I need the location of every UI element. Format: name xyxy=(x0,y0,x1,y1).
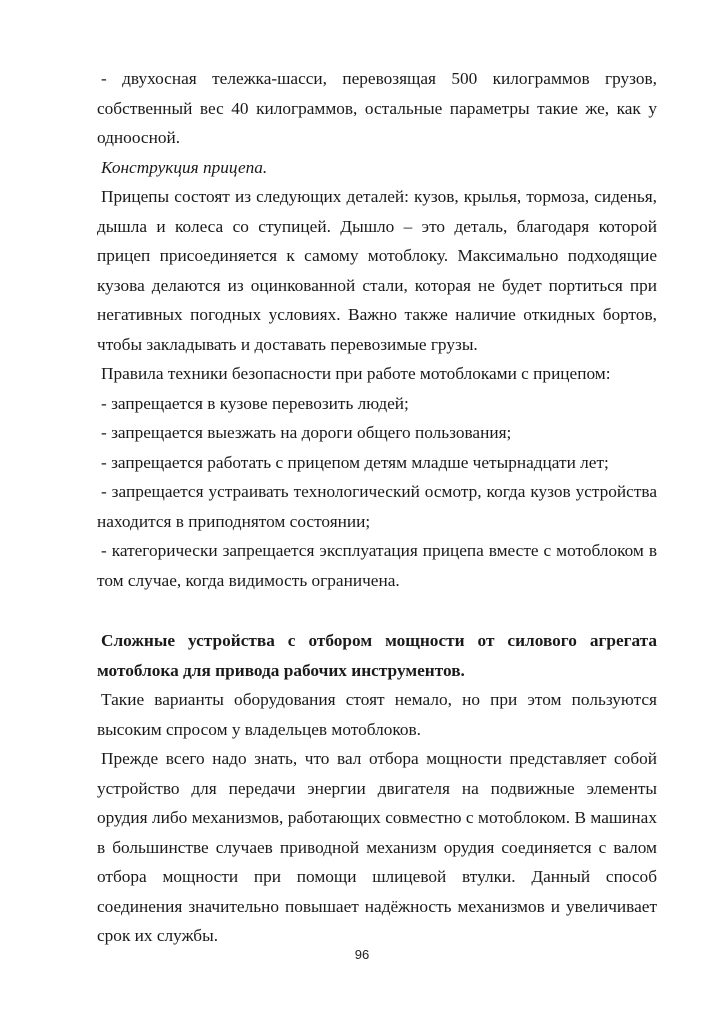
list-item-no-low-visibility: - категорически запрещается эксплуатация прицепа вместе с мотоблоком в том случае, когда видимость ограничена. xyxy=(97,541,657,590)
paragraph-pto-shaft: Прежде всего надо знать, что вал отбора мощности представляет собой устройство для передачи энергии двигателя на подвижные элементы орудия либо механизмов, работающих совместно с мотоблоком. В машинах в большинстве случаев приводной механизм орудия соединяется с валом отбора мощности при помощи шлицевой втулки. Данный способ соединения значительно повышает надёжность механизмов и увеличивает срок их службы. xyxy=(97,749,657,945)
section-heading-pto-devices: Сложные устройства с отбором мощности от силового агрегата мотоблока для привода рабочих инструментов. xyxy=(97,631,657,680)
paragraph-equipment-demand: Такие варианты оборудования стоят немало, но при этом пользуются высоким спросом у владельцев мотоблоков. xyxy=(97,690,657,739)
paragraph-trailer-parts: Прицепы состоят из следующих деталей: кузов, крылья, тормоза, сиденья, дышла и колеса со ступицей. Дышло – это деталь, благодаря которой прицеп присоединяется к самому мотоблоку. Максимально подходящие кузова делаются из оцинкованной стали, которая не будет портиться при негативных погодных условиях. Важно также наличие откидных бортов, чтобы закладывать и доставать перевозимые грузы. xyxy=(97,187,657,354)
list-item-no-public-roads: - запрещается выезжать на дороги общего пользования; xyxy=(101,423,512,442)
list-item-two-axle-chassis: - двухосная тележка-шасси, перевозящая 500 килограммов грузов, собственный вес 40 килограммов, остальные параметры такие же, как у одноосной. xyxy=(97,69,657,147)
page-content xyxy=(97,64,657,951)
paragraph-safety-rules-intro: Правила техники безопасности при работе мотоблоками с прицепом: xyxy=(101,364,611,383)
section-heading-trailer-construction: Конструкция прицепа. xyxy=(101,157,268,177)
list-item-no-people: - запрещается в кузове перевозить людей; xyxy=(101,393,409,413)
list-item-no-children: - запрещается работать с прицепом детям младше четырнадцати лет; xyxy=(101,452,609,472)
list-item-no-inspection-raised: - запрещается устраивать технологический осмотр, когда кузов устройства находится в приподнятом состоянии; xyxy=(97,482,657,531)
page-number: 96 xyxy=(354,947,370,962)
